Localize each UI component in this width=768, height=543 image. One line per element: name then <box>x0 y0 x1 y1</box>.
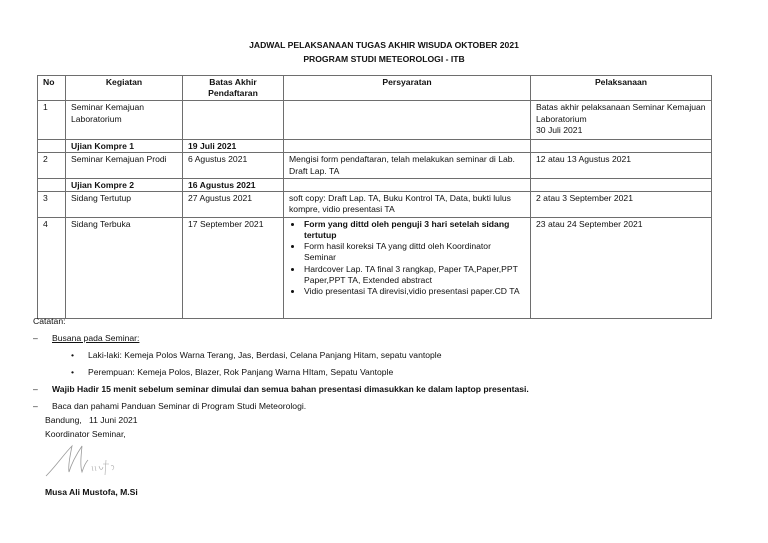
cell-pelaksanaan <box>531 178 712 191</box>
busana-item-text: Perempuan: Kemeja Polos, Blazer, Rok Panjang Warna HItam, Sepatu Vantople <box>88 367 394 377</box>
header-kegiatan: Kegiatan <box>66 76 183 101</box>
table-header-row <box>38 76 712 101</box>
cell-batas: 19 Juli 2021 <box>183 140 284 153</box>
dash-icon: – <box>33 384 38 394</box>
signature-block <box>45 413 138 441</box>
busana-item-text: Laki-laki: Kemeja Polos Warna Terang, Jas, Berdasi, Celana Panjang Hitam, sepatu vantople <box>88 350 442 360</box>
dash-icon: – <box>33 401 38 411</box>
cell-batas <box>183 101 284 140</box>
table-row-kompre <box>38 178 712 191</box>
signer-role: Koordinator Seminar, <box>45 429 126 439</box>
dash-icon: – <box>33 333 38 343</box>
title-line-1: JADWAL PELAKSANAAN TUGAS AKHIR WISUDA OKTOBER 2021 <box>249 40 519 50</box>
header-batas: Batas Akhir Pendaftaran <box>183 76 284 101</box>
cell-no: 2 <box>38 153 66 178</box>
cell-kegiatan: Sidang Tertutup <box>66 191 183 217</box>
bullet-icon: • <box>71 350 75 360</box>
schedule-table <box>37 75 712 319</box>
requirement-item: • Hardcover Lap. TA final 3 rangkap, Paper TA,Paper,PPT Paper,PPT TA, Extended abstract <box>303 264 525 286</box>
requirement-item: • Form yang dittd oleh penguji 3 hari setelah sidang tertutup <box>303 219 525 241</box>
notes-section <box>33 313 733 415</box>
cell-batas: 17 September 2021 <box>183 217 284 318</box>
cell-kegiatan: Seminar Kemajuan Laboratorium <box>66 101 183 140</box>
table-row <box>38 217 712 318</box>
requirement-item: • Vidio presentasi TA direvisi,vidio presentasi paper.CD TA <box>303 286 525 297</box>
cell-pelaksanaan <box>531 101 712 140</box>
busana-item <box>33 364 733 381</box>
cell-no: 3 <box>38 191 66 217</box>
table-row <box>38 101 712 140</box>
notes-wajib <box>33 381 733 398</box>
cell-kegiatan: Seminar Kemajuan Prodi <box>66 153 183 178</box>
cell-pelaksanaan: 12 atau 13 Agustus 2021 <box>531 153 712 178</box>
place-date: Bandung, 11 Juni 2021 <box>45 415 138 425</box>
header-no: No <box>38 76 66 101</box>
requirement-item: • Form hasil koreksi TA yang dittd oleh Koordinator Seminar <box>303 241 525 263</box>
signature-icon <box>42 440 142 480</box>
cell-batas: 16 Agustus 2021 <box>183 178 284 191</box>
cell-persyaratan: Mengisi form pendaftaran, telah melakukan seminar di Lab. Draft Lap. TA <box>284 153 531 178</box>
notes-baca <box>33 398 733 415</box>
document-title <box>0 38 768 66</box>
wajib-text: Wajib Hadir 15 menit sebelum seminar dimulai dan semua bahan presentasi dimasukkan ke dalam laptop presentasi. <box>52 384 529 394</box>
pelaksanaan-date: 30 Juli 2021 <box>536 124 583 135</box>
table-row <box>38 153 712 178</box>
cell-batas: 27 Agustus 2021 <box>183 191 284 217</box>
signer-name: Musa Ali Mustofa, M.Si <box>45 487 138 497</box>
cell-pelaksanaan: 2 atau 3 September 2021 <box>531 191 712 217</box>
cell-no <box>38 140 66 153</box>
header-pelaksanaan: Pelaksanaan <box>531 76 712 101</box>
title-line-2: PROGRAM STUDI METEOROLOGI - ITB <box>303 54 465 64</box>
cell-no: 1 <box>38 101 66 140</box>
bullet-icon: • <box>71 367 75 377</box>
notes-heading: Catatan: <box>33 316 66 326</box>
cell-persyaratan <box>284 217 531 318</box>
cell-kegiatan: Ujian Kompre 2 <box>66 178 183 191</box>
baca-text: Baca dan pahami Panduan Seminar di Program Studi Meteorologi. <box>52 401 307 411</box>
requirements-list <box>289 219 525 297</box>
busana-item <box>33 347 733 364</box>
busana-heading: Busana pada Seminar: <box>52 333 140 343</box>
cell-pelaksanaan <box>531 140 712 153</box>
notes-busana <box>33 330 733 347</box>
cell-persyaratan <box>284 178 531 191</box>
pelaksanaan-text: Batas akhir pelaksanaan Seminar Kemajuan Laboratorium <box>536 102 706 124</box>
cell-batas: 6 Agustus 2021 <box>183 153 284 178</box>
cell-no: 4 <box>38 217 66 318</box>
cell-pelaksanaan: 23 atau 24 September 2021 <box>531 217 712 318</box>
table-row-kompre <box>38 140 712 153</box>
cell-kegiatan: Ujian Kompre 1 <box>66 140 183 153</box>
cell-persyaratan: soft copy: Draft Lap. TA, Buku Kontrol TA, Data, bukti lulus kompre, vidio presentasi TA <box>284 191 531 217</box>
cell-kegiatan: Sidang Terbuka <box>66 217 183 318</box>
cell-persyaratan <box>284 140 531 153</box>
cell-no <box>38 178 66 191</box>
table-row <box>38 191 712 217</box>
cell-persyaratan <box>284 101 531 140</box>
header-persyaratan: Persyaratan <box>284 76 531 101</box>
